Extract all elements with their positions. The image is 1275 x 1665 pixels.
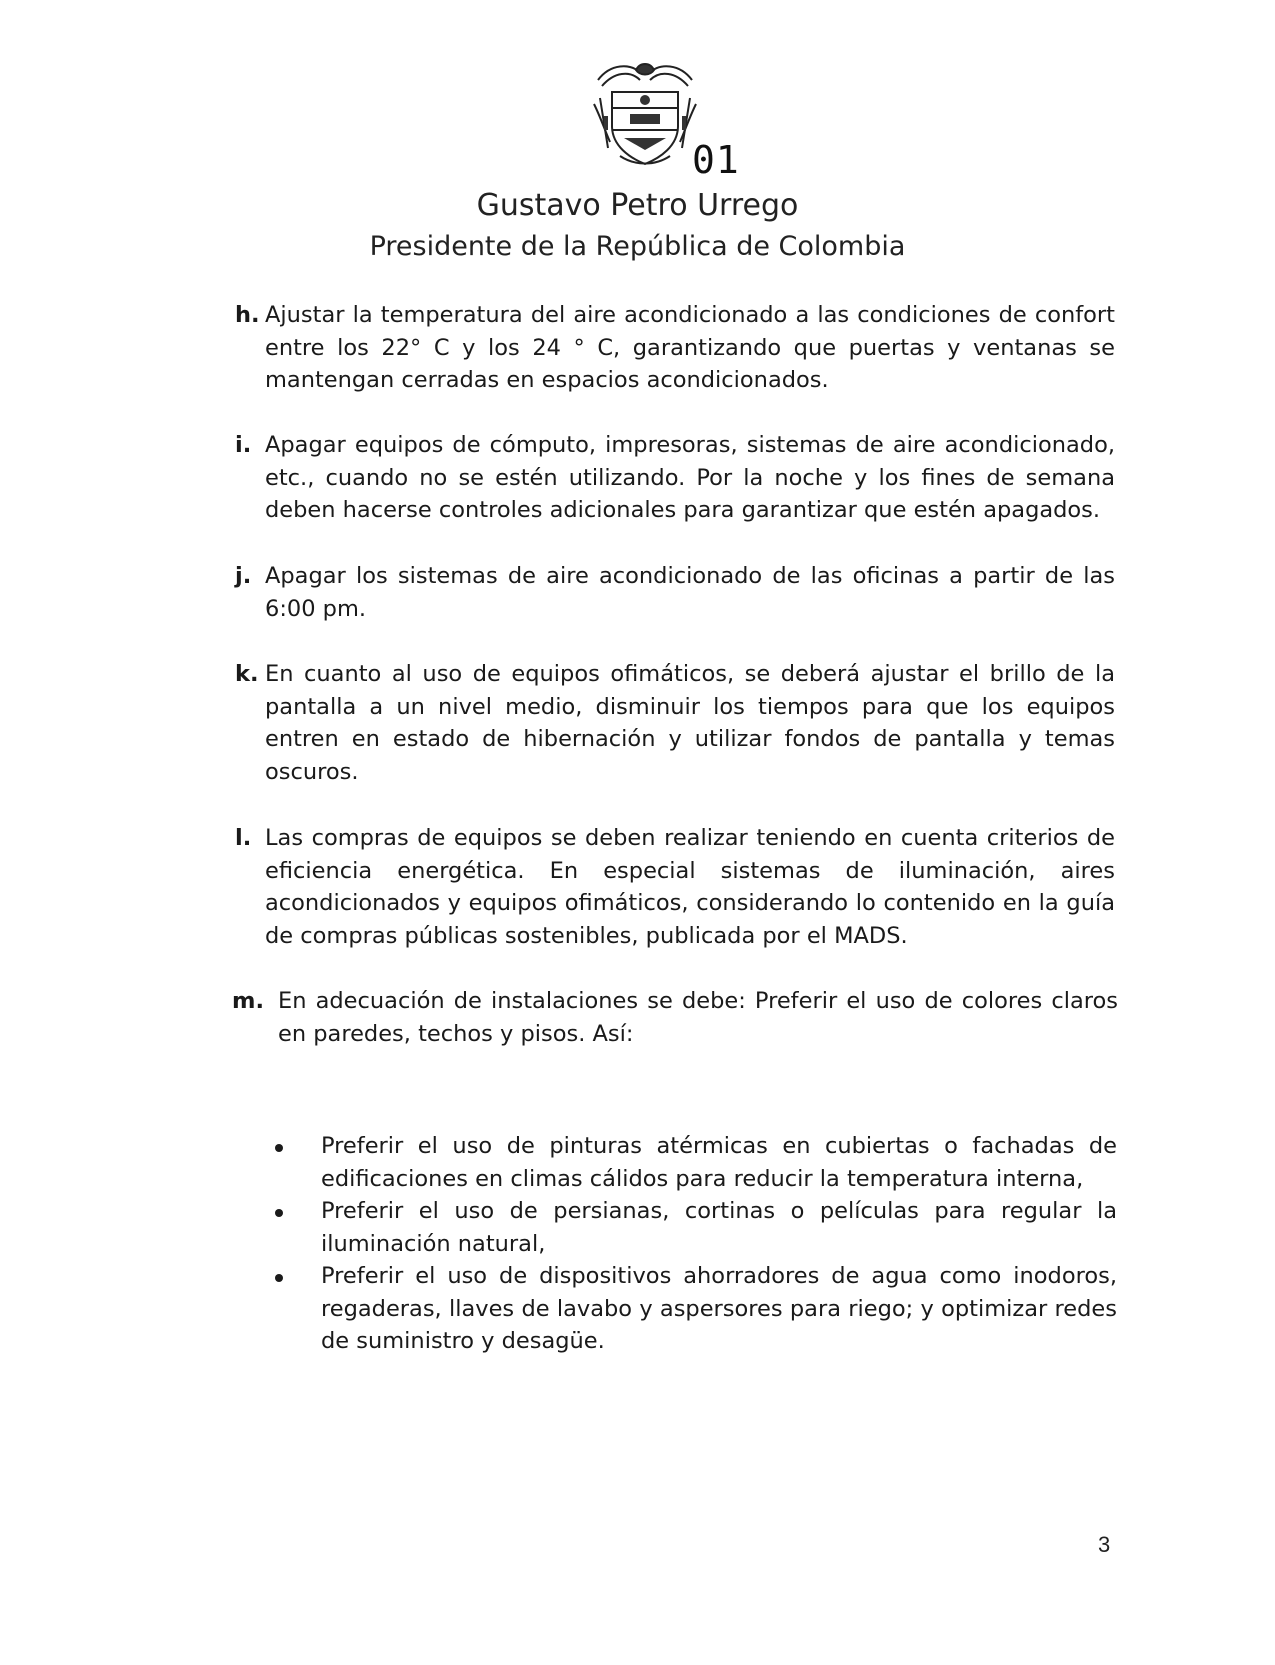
document-number: 01 — [692, 138, 740, 182]
bullet-item — [275, 1130, 1117, 1195]
president-title: Presidente de la República de Colombia — [369, 231, 906, 262]
bullet-dot-icon — [275, 1274, 283, 1282]
list-item-m — [232, 985, 1118, 1050]
item-text: En cuanto al uso de equipos ofimáticos, se deberá ajustar el brillo de la pantalla a un nivel medio, disminuir los tiempos para que los equipos entren en estado de hibernación y utilizar fondos de pantalla y temas oscuros. — [265, 661, 1115, 785]
list-item-i — [235, 429, 1115, 527]
item-text: Ajustar la temperatura del aire acondicionado a las condiciones de confort entre los 22° C y los 24 ° C, garantizando que puertas y ventanas se mantengan cerradas en espacios acondicionados. — [265, 302, 1115, 393]
bullet-item — [275, 1260, 1117, 1358]
bullet-text: Preferir el uso de pinturas atérmicas en cubiertas o fachadas de edificaciones en climas cálidos para reducir la temperatura interna, — [321, 1133, 1117, 1192]
bullet-dot-icon — [275, 1209, 283, 1217]
item-letter: k. — [235, 661, 259, 687]
item-text: En adecuación de instalaciones se debe: Preferir el uso de colores claros en paredes, techos y pisos. Así: — [278, 988, 1118, 1047]
item-letter: h. — [235, 302, 260, 328]
bullet-dot-icon — [275, 1144, 283, 1152]
item-text: Apagar los sistemas de aire acondicionado de las oficinas a partir de las 6:00 pm. — [265, 563, 1115, 622]
item-letter: m. — [232, 988, 264, 1014]
item-text: Las compras de equipos se deben realizar teniendo en cuenta criterios de eficiencia energética. En especial sistemas de iluminación, aires acondicionados y equipos ofimáticos, considerando lo contenido en la guía de compras públicas sostenibles, publicada por el MADS. — [265, 825, 1115, 949]
list-item-l — [235, 822, 1115, 952]
item-letter: j. — [235, 563, 252, 589]
bullet-text: Preferir el uso de persianas, cortinas o películas para regular la iluminación natural, — [321, 1198, 1117, 1257]
page-number: 3 — [1098, 1532, 1111, 1557]
bullet-text: Preferir el uso de dispositivos ahorradores de agua como inodoros, regaderas, llaves de lavabo y aspersores para riego; y optimizar redes de suministro y desagüe. — [321, 1263, 1117, 1354]
bullet-item — [275, 1195, 1117, 1260]
item-letter: i. — [235, 432, 252, 458]
item-text: Apagar equipos de cómputo, impresoras, sistemas de aire acondicionado, etc., cuando no se estén utilizando. Por la noche y los fines de semana deben hacerse controles adicionales para garantizar que estén apagados. — [265, 432, 1115, 523]
president-name: Gustavo Petro Urrego — [476, 188, 799, 223]
item-letter: l. — [235, 825, 252, 851]
list-item-k — [235, 658, 1115, 788]
coat-of-arms-seal — [590, 58, 700, 170]
list-item-j — [235, 560, 1115, 625]
list-item-h — [235, 299, 1115, 397]
